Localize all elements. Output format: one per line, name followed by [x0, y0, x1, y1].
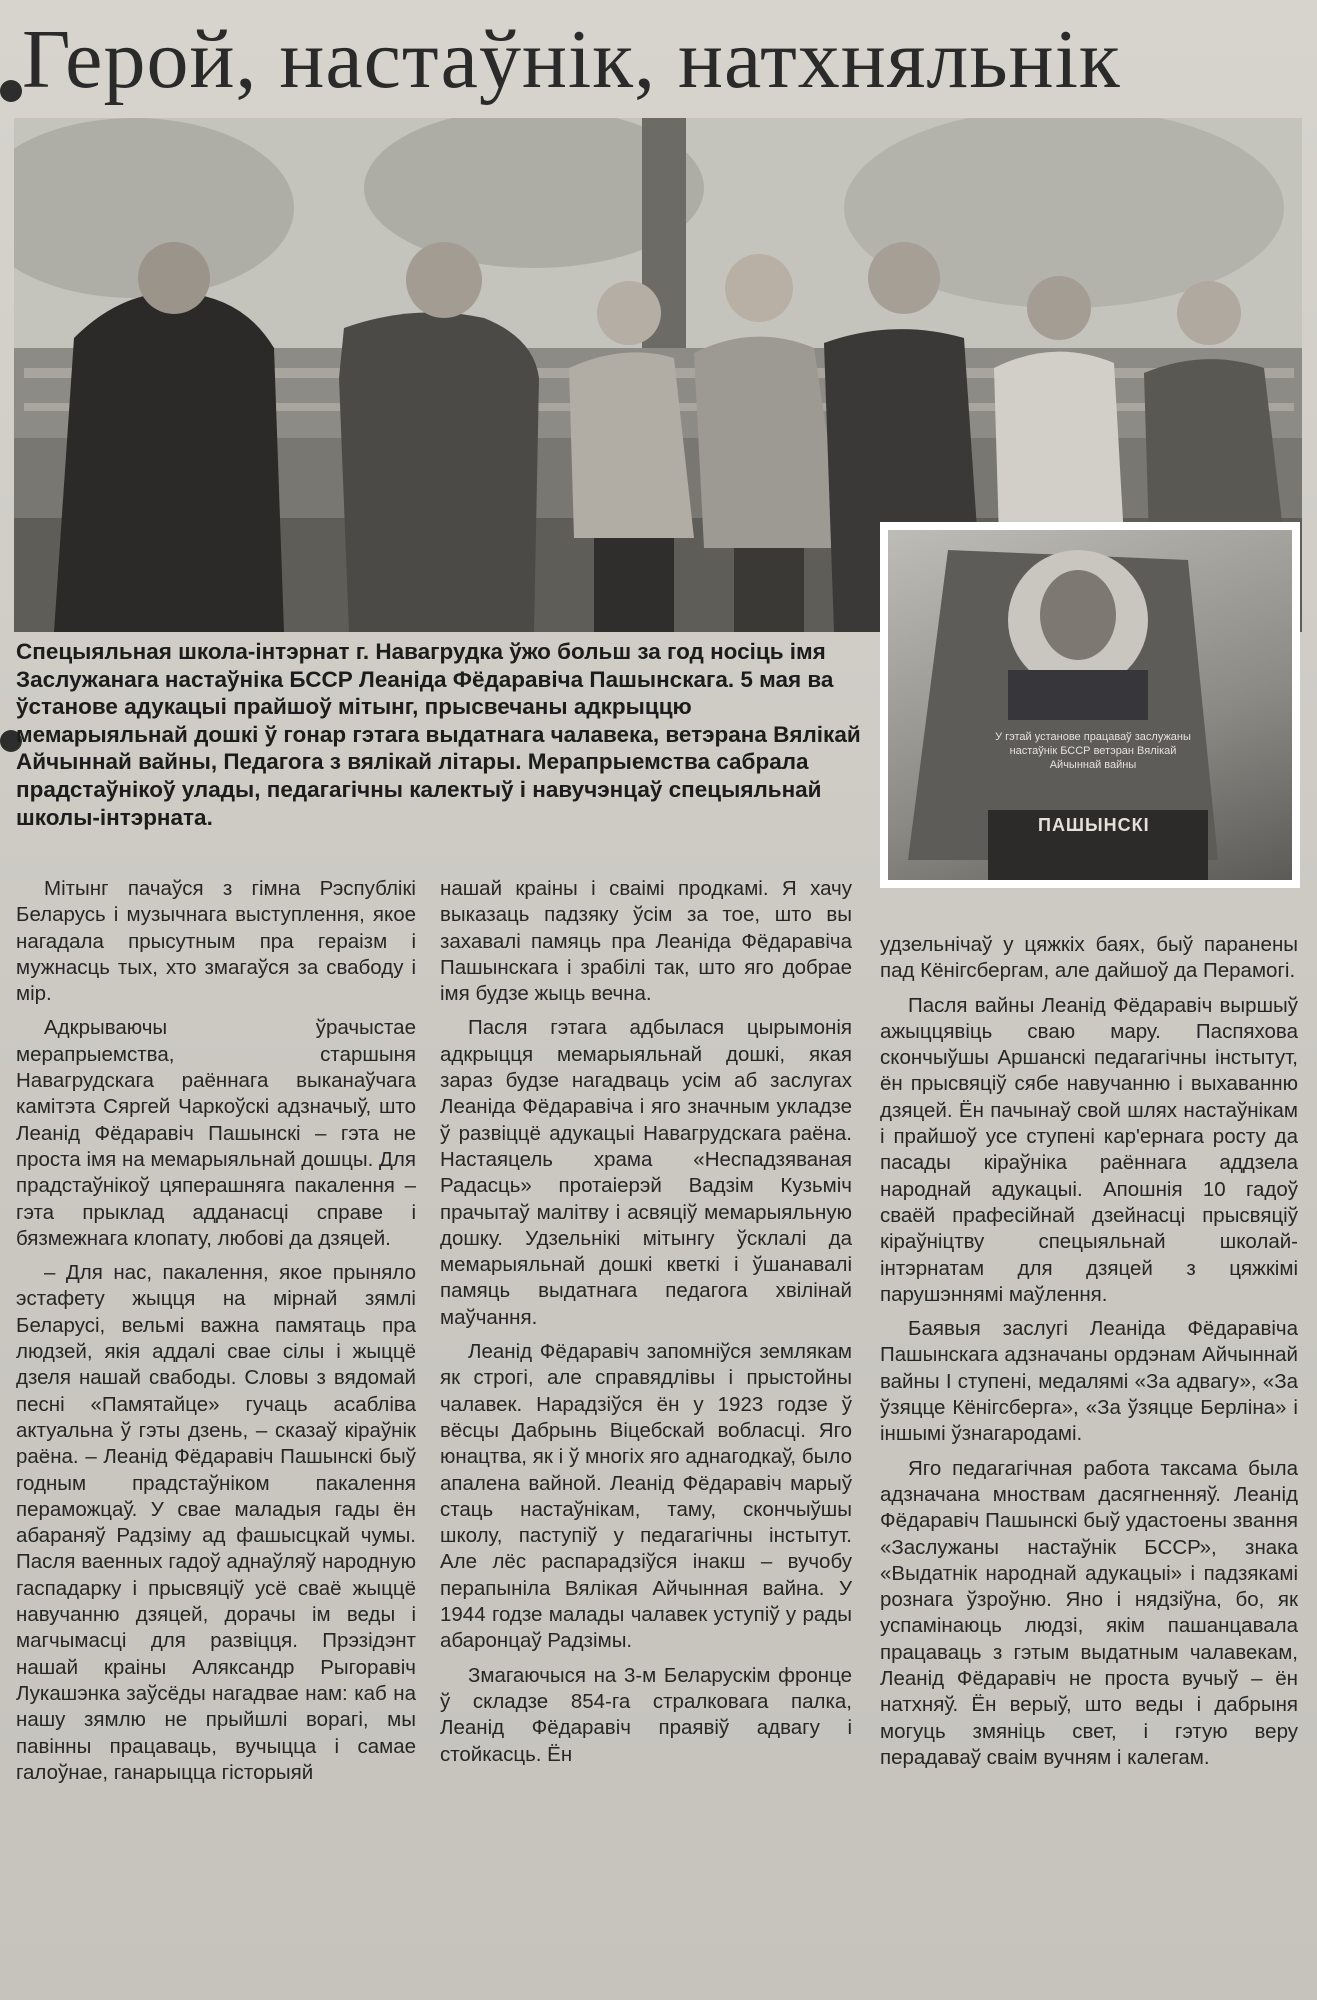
paragraph: Яго педагагічная работа таксама была адзначана мноствам дасягненняў. Леанід Фёдаравіч Пашынскі быў удастоены звання «Заслужаны настаўнік БССР», знака «Выдатнік народнай адукацыі» і падзякамі рознага ўзроўню. Яно і нядзіўна, бо, як успамінаюць людзі, якім пашанцавала працаваць з гэтым выдатным чалавекам, Леанід Фёдаравіч не проста вучыў – ён натхняў. Ён верыў, што веды і дабрыня могуць змяніць свет, і гэтую веру перадаваў сваім вучням і калегам. — [880, 1456, 1298, 1769]
article-lead: Спецыяльная школа-інтэрнат г. Навагрудка ўжо больш за год носіць імя Заслужанага настаўніка БССР Леаніда Фёдаравіча Пашынскага. 5 мая ва ўстанове адукацыі прайшоў мітынг, прысвечаны адкрыццю мемарыяльнай дошкі ў гонар гэтага выдатнага чалавека, ветэрана Вялікай Айчыннай вайны, Педагога з вялікай літары. Мерапрыемства сабрала прадстаўнікоў улады, педагагічны калектыў і навучэнцаў спецыяльнай школы-інтэрната. — [16, 639, 861, 830]
paragraph: Леанід Фёдаравіч запомніўся землякам як строгі, але справядлівы і прыстойны чалавек. Нарадзіўся ён у 1923 годзе ў вёсцы Дабрынь Віцебскай вобласці. Яго юнацтва, як і ў многіх яго аднагодкаў, было апалена вайной. Леанід Фёдаравіч марыў стаць настаўнікам, таму, скончыўшы школу, паступіў у педагагічны інстытут. Але лёс распарадзіўся інакш – вучобу перапыніла Вялікая Айчынная вайна. У 1944 годзе малады чалавек уступіў у рады абаронцаў Радзімы. — [440, 1340, 852, 1653]
paragraph: Адкрываючы ўрачыстае мерапрыемства, старшыня Навагрудскага раённага выканаўчага камітэта Сяргей Чаркоўскі адзначыў, што Леанід Фёдаравіч Пашынскі – гэта не проста імя на мемарыяльнай дошцы. Для прадстаўнікоў цяперашняга пакалення – гэта прыклад адданасці справе і бязмежнага клопату, любові да дзяцей. — [16, 1016, 416, 1250]
paragraph: Мітынг пачаўся з гімна Рэспублікі Беларусь і музычнага выступлення, якое нагадала прысутным пра гераізм і мужнасць тых, хто змагаўся за свабоду і мір. — [16, 877, 416, 1006]
plaque-text: У гэтай установе працаваў заслужаны настаўнік БССР ветэран Вялікай Айчыннай вайны — [995, 731, 1191, 771]
column-1 — [16, 876, 416, 1794]
article-title: Герой, настаўнік, натхняльнік — [22, 13, 1121, 106]
paragraph: – Для нас, пакалення, якое прыняло эстафету жыцця на мірнай зямлі Беларусі, вельмі важна памятаць пра людзей, якія аддалі свае сілы і жыццё дзеля нашай свабоды. Словы з вядомай песні «Памятайце» гучаць асабліва актуальна ў гэты дзень, – сказаў кіраўнік раёна. – Леанід Фёдаравіч Пашынскі быў годным прадстаўніком пакалення пераможцаў. У свае маладыя гады ён абараняў Радзіму ад фашысцкай чумы. Пасля ваенных гадоў аднаўляў народную гаспадарку і прысвяціў усё сваё жыццё навучанню дзяцей, дорачы ім веды і магчымасці для развіцця. Прэзідэнт нашай краіны Аляксандр Рыгоравіч Лукашэнка заўсёды нагадвае нам: каб на нашу зямлю не прыйшлі ворагі, мы павінны працаваць, вучыцца і самае галоўнае, ганарыцца гісторыяй — [16, 1261, 416, 1784]
plaque-photo-inner — [888, 530, 1292, 880]
paragraph: Змагаючыся на 3-м Беларускім фронце ў складзе 854-га стралковага палка, Леанід Фёдаравіч праявіў адвагу і стойкасць. Ён — [440, 1663, 852, 1766]
paragraph: нашай краіны і сваімі продкамі. Я хачу выказаць падзяку ўсім за тое, што вы захавалі памяць пра Леаніда Фёдаравіча Пашынскага і зрабілі так, што яго добрае імя будзе жыць вечна. — [440, 877, 852, 1006]
paragraph: Пасля вайны Леанід Фёдаравіч выршыў ажыццявіць сваю мару. Паспяхова скончыўшы Аршанскі педагагічны інстытут, ён прысвяціў сябе навучанню і выхаванню дзяцей. Ён пачынаў свой шлях настаўнікам і прайшоў усе ступені кар'ернага росту да пасады кіраўніка раённага аддзела народнай адукацыі. Апошнія 10 гадоў сваёй прафесійнай дзейнасці прысвяціў кіраўніцтву спецыяльнай школай-інтэрнатам для дзяцей з цяжкімі парушэннямі маўлення. — [880, 993, 1298, 1306]
paragraph: Пасля гэтага адбылася цырымонія адкрыцця мемарыяльнай дошкі, якая зараз будзе нагадваць усім аб заслугах Леаніда Фёдаравіча і яго значным укладзе ў развіццё адукацыі Навагрудскага раёна. Настаяцель храма «Неспадзяваная Радасць» протаіерэй Вадзім Кузьміч прачытаў малітву і асвяціў мемарыяльную дошку. Удзельнікі мітынгу ўсклалі да мемарыяльнай дошкі кветкі і ўшанавалі памяць выдатнага педагога хвілінай маўчання. — [440, 1016, 852, 1329]
column-3 — [880, 932, 1298, 1779]
paragraph: удзельнічаў у цяжкіх баях, быў паранены пад Кёнігсбергам, але дайшоў да Перамогі. — [880, 933, 1298, 983]
binder-hole-top — [0, 80, 22, 102]
plaque-photo — [880, 522, 1300, 888]
column-2 — [440, 876, 852, 1776]
paragraph: Баявыя заслугі Леаніда Фёдаравіча Пашынскага адзначаны ордэнам Айчыннай вайны I ступені, медалямі «За адвагу», «За ўзяцце Кёнігсберга», «За ўзяцце Берліна» і іншымі ўзнагародамі. — [880, 1317, 1298, 1446]
plaque-name: ПАШЫНСКІ — [1038, 815, 1150, 835]
